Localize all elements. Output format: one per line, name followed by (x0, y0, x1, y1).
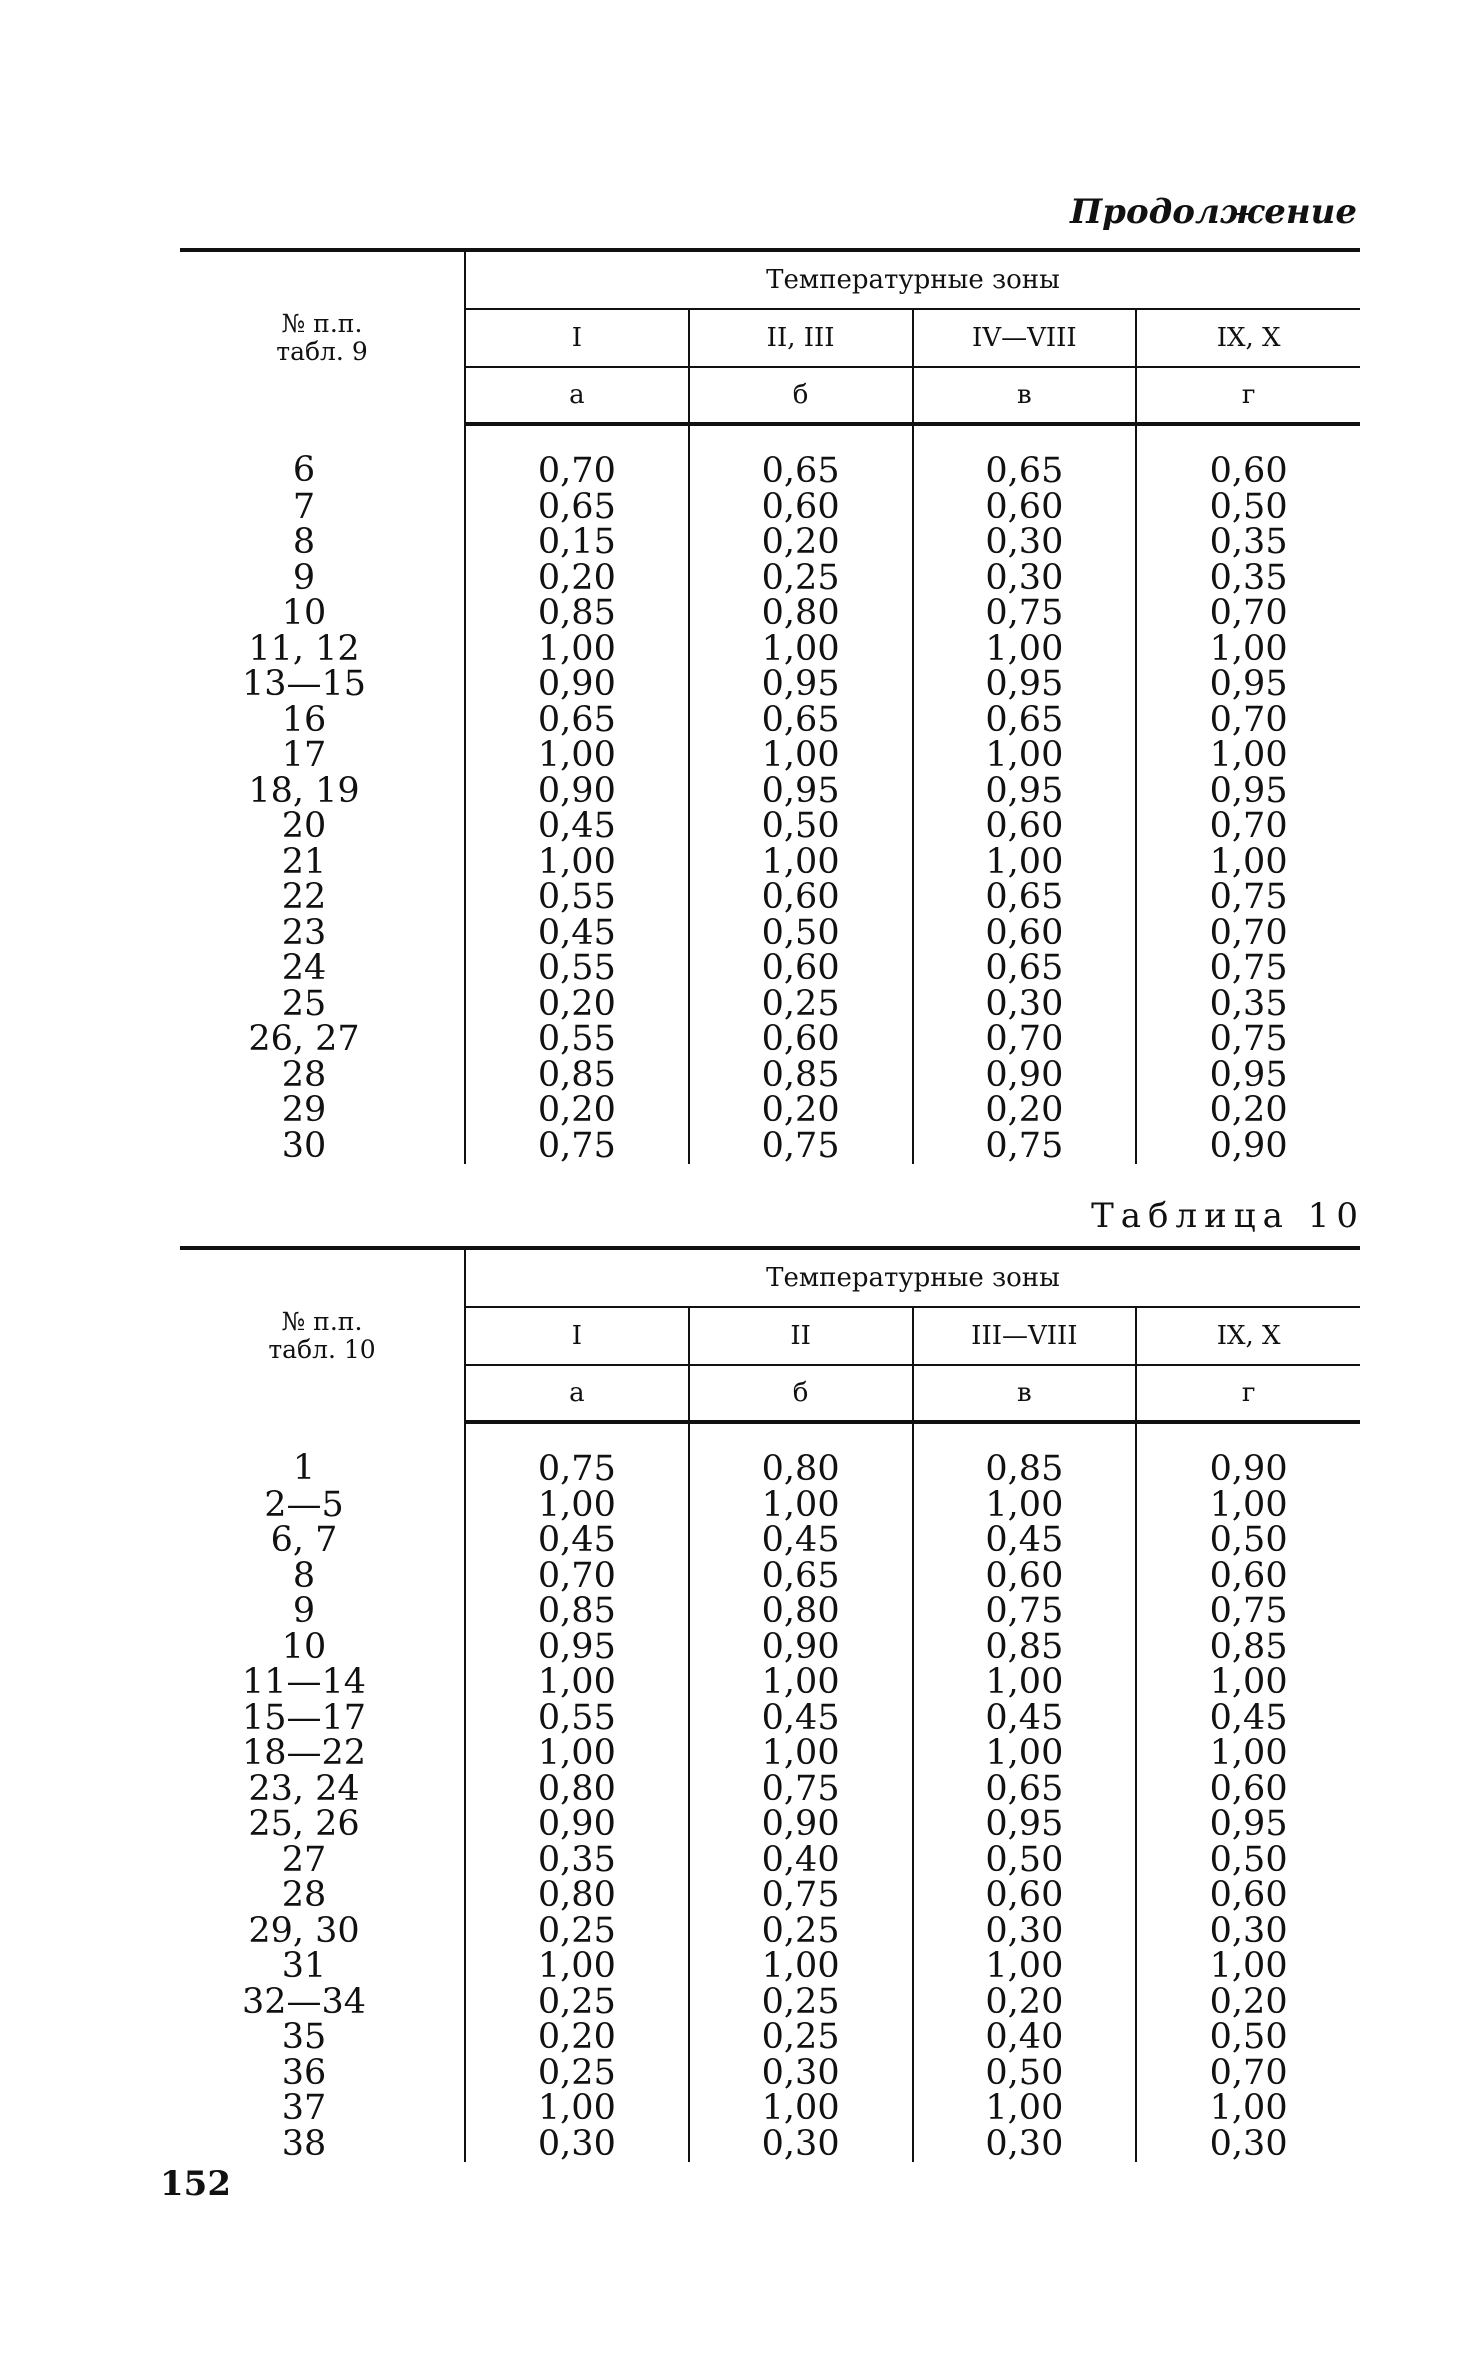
value-cell: 0,30 (689, 2127, 913, 2163)
value-cell: 0,30 (1209, 1910, 1288, 1951)
value-cell: 0,55 (465, 951, 689, 987)
value-cell: 0,75 (1209, 1591, 1288, 1631)
value-cell: 0,35 (465, 1843, 689, 1879)
value-cell: 0,90 (689, 1807, 913, 1843)
table-row (180, 1559, 1360, 1595)
table-9-continued (180, 248, 1360, 1164)
table-row (180, 667, 1360, 703)
row-number-cell: 17 (180, 738, 465, 774)
value-cell: 0,70 (1209, 806, 1288, 846)
table-row (180, 951, 1360, 987)
value-cell: 0,90 (913, 1058, 1137, 1094)
table-row (180, 845, 1360, 881)
value-cell: 0,70 (1209, 2052, 1288, 2093)
row-number-cell: 28 (180, 1878, 465, 1914)
value-cell: 0,60 (913, 916, 1137, 952)
value-cell: 1,00 (913, 1488, 1137, 1524)
table-row (180, 424, 1360, 490)
row-number-cell: 23 (180, 916, 465, 952)
table-row (180, 1488, 1360, 1524)
value-cell: 0,80 (689, 596, 913, 632)
value-cell: 0,75 (1209, 948, 1288, 988)
table-row (180, 1594, 1360, 1630)
value-cell: 0,50 (913, 1843, 1137, 1879)
row-number-cell: 6, 7 (180, 1523, 465, 1559)
row-number-cell: 2—5 (180, 1488, 465, 1524)
value-cell: 0,60 (1209, 1768, 1288, 1809)
value-cell: 1,00 (1209, 2088, 1288, 2128)
value-cell: 0,30 (689, 2056, 913, 2092)
value-cell: 0,45 (465, 809, 689, 845)
value-cell: 0,75 (689, 1129, 913, 1165)
value-cell: 0,55 (465, 880, 689, 916)
value-cell: 0,45 (689, 1523, 913, 1559)
value-cell: 0,35 (1209, 522, 1288, 562)
value-cell: 0,20 (689, 525, 913, 561)
row-number-cell: 32—34 (180, 1985, 465, 2021)
row-number-cell: 9 (180, 1594, 465, 1630)
table-row (180, 1772, 1360, 1808)
value-cell: 0,70 (465, 1559, 689, 1595)
value-cell: 1,00 (689, 632, 913, 668)
value-cell: 0,50 (689, 809, 913, 845)
value-cell: 0,55 (465, 1022, 689, 1058)
value-cell: 0,60 (913, 1559, 1137, 1595)
zone-letter: г (1136, 1365, 1360, 1422)
value-cell: 0,20 (689, 1093, 913, 1129)
value-cell: 0,60 (913, 490, 1137, 526)
value-cell: 0,45 (1209, 1697, 1288, 1738)
value-cell: 1,00 (1209, 735, 1288, 775)
value-cell: 0,25 (465, 1914, 689, 1950)
value-cell: 0,75 (689, 1772, 913, 1808)
value-cell: 0,75 (689, 1878, 913, 1914)
value-cell: 0,25 (465, 1985, 689, 2021)
table-row (180, 738, 1360, 774)
continuation-label: Продолжение (1070, 192, 1357, 232)
value-cell: 0,70 (913, 1022, 1137, 1058)
row-number-cell: 23, 24 (180, 1772, 465, 1808)
value-cell: 1,00 (913, 738, 1137, 774)
value-cell: 1,00 (1209, 1662, 1288, 1702)
row-number-cell: 37 (180, 2091, 465, 2127)
value-cell: 0,95 (465, 1630, 689, 1666)
row-number-header (180, 250, 465, 424)
value-cell: 0,30 (913, 525, 1137, 561)
value-cell: 0,80 (689, 1594, 913, 1630)
table-row (180, 2127, 1360, 2163)
value-cell: 1,00 (913, 1736, 1137, 1772)
table-row (180, 1093, 1360, 1129)
table-10 (180, 1246, 1360, 2162)
value-cell: 0,70 (1209, 593, 1288, 633)
row-number-cell: 29 (180, 1093, 465, 1129)
value-cell: 0,20 (465, 1093, 689, 1129)
row-number-cell: 6 (180, 424, 465, 490)
value-cell: 1,00 (1209, 1733, 1288, 1773)
value-cell: 0,80 (689, 1422, 913, 1488)
table-row (180, 525, 1360, 561)
row-number-cell: 20 (180, 809, 465, 845)
zone-letter: а (465, 367, 689, 424)
value-cell: 0,90 (465, 774, 689, 810)
zones-title: Температурные зоны (465, 1248, 1360, 1307)
value-cell: 0,75 (465, 1129, 689, 1165)
value-cell: 0,75 (913, 596, 1137, 632)
table-10-body (180, 1422, 1360, 2162)
value-cell: 0,70 (1209, 699, 1288, 740)
value-cell: 0,65 (465, 703, 689, 739)
table-9-body (180, 424, 1360, 1164)
value-cell: 0,95 (1209, 770, 1288, 811)
value-cell: 1,00 (465, 1949, 689, 1985)
value-cell: 0,85 (913, 1630, 1137, 1666)
zone-header: IX, X (1136, 309, 1360, 367)
row-number-header-line2: табл. 9 (276, 337, 368, 366)
value-cell: 0,75 (913, 1594, 1137, 1630)
row-number-header-line1: № п.п. (281, 309, 363, 338)
value-cell: 0,25 (689, 561, 913, 597)
value-cell: 0,55 (465, 1701, 689, 1737)
value-cell: 0,95 (913, 1807, 1137, 1843)
value-cell: 0,60 (913, 1878, 1137, 1914)
table-row (180, 1914, 1360, 1950)
zone-letter: а (465, 1365, 689, 1422)
row-number-cell: 28 (180, 1058, 465, 1094)
value-cell: 0,65 (913, 703, 1137, 739)
value-cell: 0,30 (1209, 2123, 1288, 2164)
value-cell: 0,70 (465, 424, 689, 490)
value-cell: 0,90 (1209, 1449, 1288, 1489)
value-cell: 0,70 (1209, 912, 1288, 953)
value-cell: 0,65 (465, 490, 689, 526)
value-cell: 0,95 (1209, 664, 1288, 704)
table-row (180, 774, 1360, 810)
value-cell: 0,60 (1209, 451, 1288, 491)
value-cell: 0,85 (465, 596, 689, 632)
value-cell: 0,30 (913, 2127, 1137, 2163)
value-cell: 0,75 (465, 1422, 689, 1488)
row-number-cell: 18—22 (180, 1736, 465, 1772)
zone-letter: б (689, 1365, 913, 1422)
value-cell: 0,15 (465, 525, 689, 561)
row-number-cell: 25 (180, 987, 465, 1023)
zone-letter: в (913, 367, 1137, 424)
value-cell: 1,00 (465, 1488, 689, 1524)
row-number-cell: 18, 19 (180, 774, 465, 810)
table-row (180, 490, 1360, 526)
table-row (180, 916, 1360, 952)
row-number-cell: 26, 27 (180, 1022, 465, 1058)
value-cell: 0,65 (913, 1772, 1137, 1808)
value-cell: 1,00 (689, 1736, 913, 1772)
value-cell: 0,20 (465, 987, 689, 1023)
value-cell: 0,90 (689, 1630, 913, 1666)
value-cell: 0,25 (689, 1914, 913, 1950)
zones-title: Температурные зоны (465, 250, 1360, 309)
value-cell: 1,00 (689, 2091, 913, 2127)
value-cell: 0,40 (913, 2020, 1137, 2056)
value-cell: 0,35 (1209, 983, 1288, 1024)
value-cell: 0,60 (1209, 1875, 1288, 1915)
table-row (180, 2020, 1360, 2056)
value-cell: 0,60 (1209, 1555, 1288, 1596)
row-number-cell: 10 (180, 1630, 465, 1666)
value-cell: 0,95 (1209, 1054, 1288, 1095)
value-cell: 0,30 (913, 1914, 1137, 1950)
row-number-cell: 8 (180, 525, 465, 561)
value-cell: 0,20 (465, 561, 689, 597)
value-cell: 0,20 (913, 1985, 1137, 2021)
value-cell: 0,60 (689, 490, 913, 526)
value-cell: 0,35 (1209, 557, 1288, 598)
value-cell: 0,50 (913, 2056, 1137, 2092)
row-number-cell: 15—17 (180, 1701, 465, 1737)
table-row (180, 1523, 1360, 1559)
value-cell: 0,45 (465, 916, 689, 952)
value-cell: 0,90 (465, 667, 689, 703)
value-cell: 1,00 (913, 632, 1137, 668)
value-cell: 0,25 (465, 2056, 689, 2092)
table-row (180, 561, 1360, 597)
table-row (180, 1129, 1360, 1165)
value-cell: 0,45 (465, 1523, 689, 1559)
value-cell: 1,00 (465, 845, 689, 881)
table-row (180, 1665, 1360, 1701)
value-cell: 1,00 (465, 738, 689, 774)
value-cell: 0,90 (1209, 1125, 1288, 1166)
value-cell: 0,45 (913, 1701, 1137, 1737)
table-row (180, 703, 1360, 739)
table-row (180, 1736, 1360, 1772)
value-cell: 1,00 (1209, 628, 1288, 669)
value-cell: 0,85 (689, 1058, 913, 1094)
row-number-cell: 35 (180, 2020, 465, 2056)
value-cell: 0,85 (913, 1422, 1137, 1488)
value-cell: 0,45 (689, 1701, 913, 1737)
zone-header: III—VIII (913, 1307, 1137, 1365)
value-cell: 0,95 (913, 667, 1137, 703)
table-row (180, 1701, 1360, 1737)
row-number-cell: 11, 12 (180, 632, 465, 668)
value-cell: 0,20 (465, 2020, 689, 2056)
value-cell: 0,65 (689, 1559, 913, 1595)
row-number-cell: 25, 26 (180, 1807, 465, 1843)
table-row (180, 1843, 1360, 1879)
value-cell: 1,00 (689, 845, 913, 881)
value-cell: 1,00 (913, 1665, 1137, 1701)
value-cell: 0,50 (1209, 1839, 1288, 1880)
row-number-cell: 16 (180, 703, 465, 739)
table-row (180, 1949, 1360, 1985)
zone-letter: г (1136, 367, 1360, 424)
value-cell: 0,80 (465, 1878, 689, 1914)
table-row (180, 1807, 1360, 1843)
value-cell: 0,30 (913, 561, 1137, 597)
table-row (180, 987, 1360, 1023)
zone-header: IV—VIII (913, 309, 1137, 367)
value-cell: 0,25 (689, 2020, 913, 2056)
value-cell: 0,80 (465, 1772, 689, 1808)
value-cell: 0,65 (913, 880, 1137, 916)
table-row (180, 880, 1360, 916)
row-number-header (180, 1248, 465, 1422)
value-cell: 0,85 (465, 1058, 689, 1094)
row-number-cell: 31 (180, 1949, 465, 1985)
zone-header: I (465, 1307, 689, 1365)
table-row (180, 1878, 1360, 1914)
table-row (180, 1058, 1360, 1094)
value-cell: 0,65 (913, 424, 1137, 490)
value-cell: 0,75 (1209, 877, 1288, 917)
table-row (180, 1422, 1360, 1488)
value-cell: 0,95 (913, 774, 1137, 810)
value-cell: 0,60 (689, 1022, 913, 1058)
value-cell: 0,95 (689, 667, 913, 703)
value-cell: 0,95 (689, 774, 913, 810)
row-number-header-line1: № п.п. (281, 1307, 363, 1336)
value-cell: 0,50 (689, 916, 913, 952)
row-number-cell: 13—15 (180, 667, 465, 703)
value-cell: 1,00 (913, 845, 1137, 881)
value-cell: 0,90 (465, 1807, 689, 1843)
value-cell: 1,00 (689, 1488, 913, 1524)
row-number-cell: 38 (180, 2127, 465, 2163)
value-cell: 0,65 (689, 703, 913, 739)
value-cell: 0,20 (1209, 1090, 1288, 1130)
value-cell: 1,00 (465, 2091, 689, 2127)
value-cell: 1,00 (689, 738, 913, 774)
value-cell: 0,50 (1209, 486, 1288, 527)
value-cell: 0,20 (913, 1093, 1137, 1129)
row-number-cell: 7 (180, 490, 465, 526)
value-cell: 0,25 (689, 1985, 913, 2021)
table-10-caption: Таблица 10 (1091, 1196, 1365, 1236)
value-cell: 0,50 (1209, 1520, 1288, 1560)
value-cell: 1,00 (465, 1736, 689, 1772)
value-cell: 0,60 (689, 880, 913, 916)
value-cell: 0,75 (1209, 1019, 1288, 1059)
table-row (180, 809, 1360, 845)
table-row (180, 2056, 1360, 2092)
value-cell: 0,85 (465, 1594, 689, 1630)
value-cell: 0,25 (689, 987, 913, 1023)
value-cell: 0,40 (689, 1843, 913, 1879)
row-number-cell: 27 (180, 1843, 465, 1879)
value-cell: 1,00 (1209, 1484, 1288, 1525)
value-cell: 1,00 (913, 2091, 1137, 2127)
value-cell: 1,00 (689, 1665, 913, 1701)
row-number-cell: 36 (180, 2056, 465, 2092)
value-cell: 0,95 (1209, 1804, 1288, 1844)
row-number-header-line2: табл. 10 (268, 1335, 376, 1364)
table-row (180, 1630, 1360, 1666)
value-cell: 1,00 (1209, 841, 1288, 882)
value-cell: 1,00 (689, 1949, 913, 1985)
value-cell: 0,30 (465, 2127, 689, 2163)
table-row (180, 1022, 1360, 1058)
row-number-cell: 24 (180, 951, 465, 987)
table-row (180, 596, 1360, 632)
value-cell: 0,20 (1209, 1981, 1288, 2022)
zone-letter: в (913, 1365, 1137, 1422)
value-cell: 0,85 (1209, 1626, 1288, 1667)
table-row (180, 2091, 1360, 2127)
value-cell: 1,00 (465, 632, 689, 668)
row-number-cell: 9 (180, 561, 465, 597)
value-cell: 1,00 (1209, 1946, 1288, 1986)
zone-header: II, III (689, 309, 913, 367)
page-number: 152 (160, 2164, 231, 2204)
value-cell: 0,65 (689, 424, 913, 490)
row-number-cell: 30 (180, 1129, 465, 1165)
row-number-cell: 11—14 (180, 1665, 465, 1701)
row-number-cell: 22 (180, 880, 465, 916)
value-cell: 0,60 (689, 951, 913, 987)
row-number-cell: 21 (180, 845, 465, 881)
value-cell: 0,50 (1209, 2017, 1288, 2057)
table-row (180, 632, 1360, 668)
value-cell: 0,65 (913, 951, 1137, 987)
value-cell: 0,30 (913, 987, 1137, 1023)
zone-header: IX, X (1136, 1307, 1360, 1365)
table-row (180, 1985, 1360, 2021)
value-cell: 0,45 (913, 1523, 1137, 1559)
row-number-cell: 1 (180, 1422, 465, 1488)
row-number-cell: 8 (180, 1559, 465, 1595)
row-number-cell: 10 (180, 596, 465, 632)
value-cell: 0,75 (913, 1129, 1137, 1165)
value-cell: 0,60 (913, 809, 1137, 845)
zone-letter: б (689, 367, 913, 424)
zone-header: II (689, 1307, 913, 1365)
value-cell: 1,00 (913, 1949, 1137, 1985)
row-number-cell: 29, 30 (180, 1914, 465, 1950)
value-cell: 1,00 (465, 1665, 689, 1701)
zone-header: I (465, 309, 689, 367)
